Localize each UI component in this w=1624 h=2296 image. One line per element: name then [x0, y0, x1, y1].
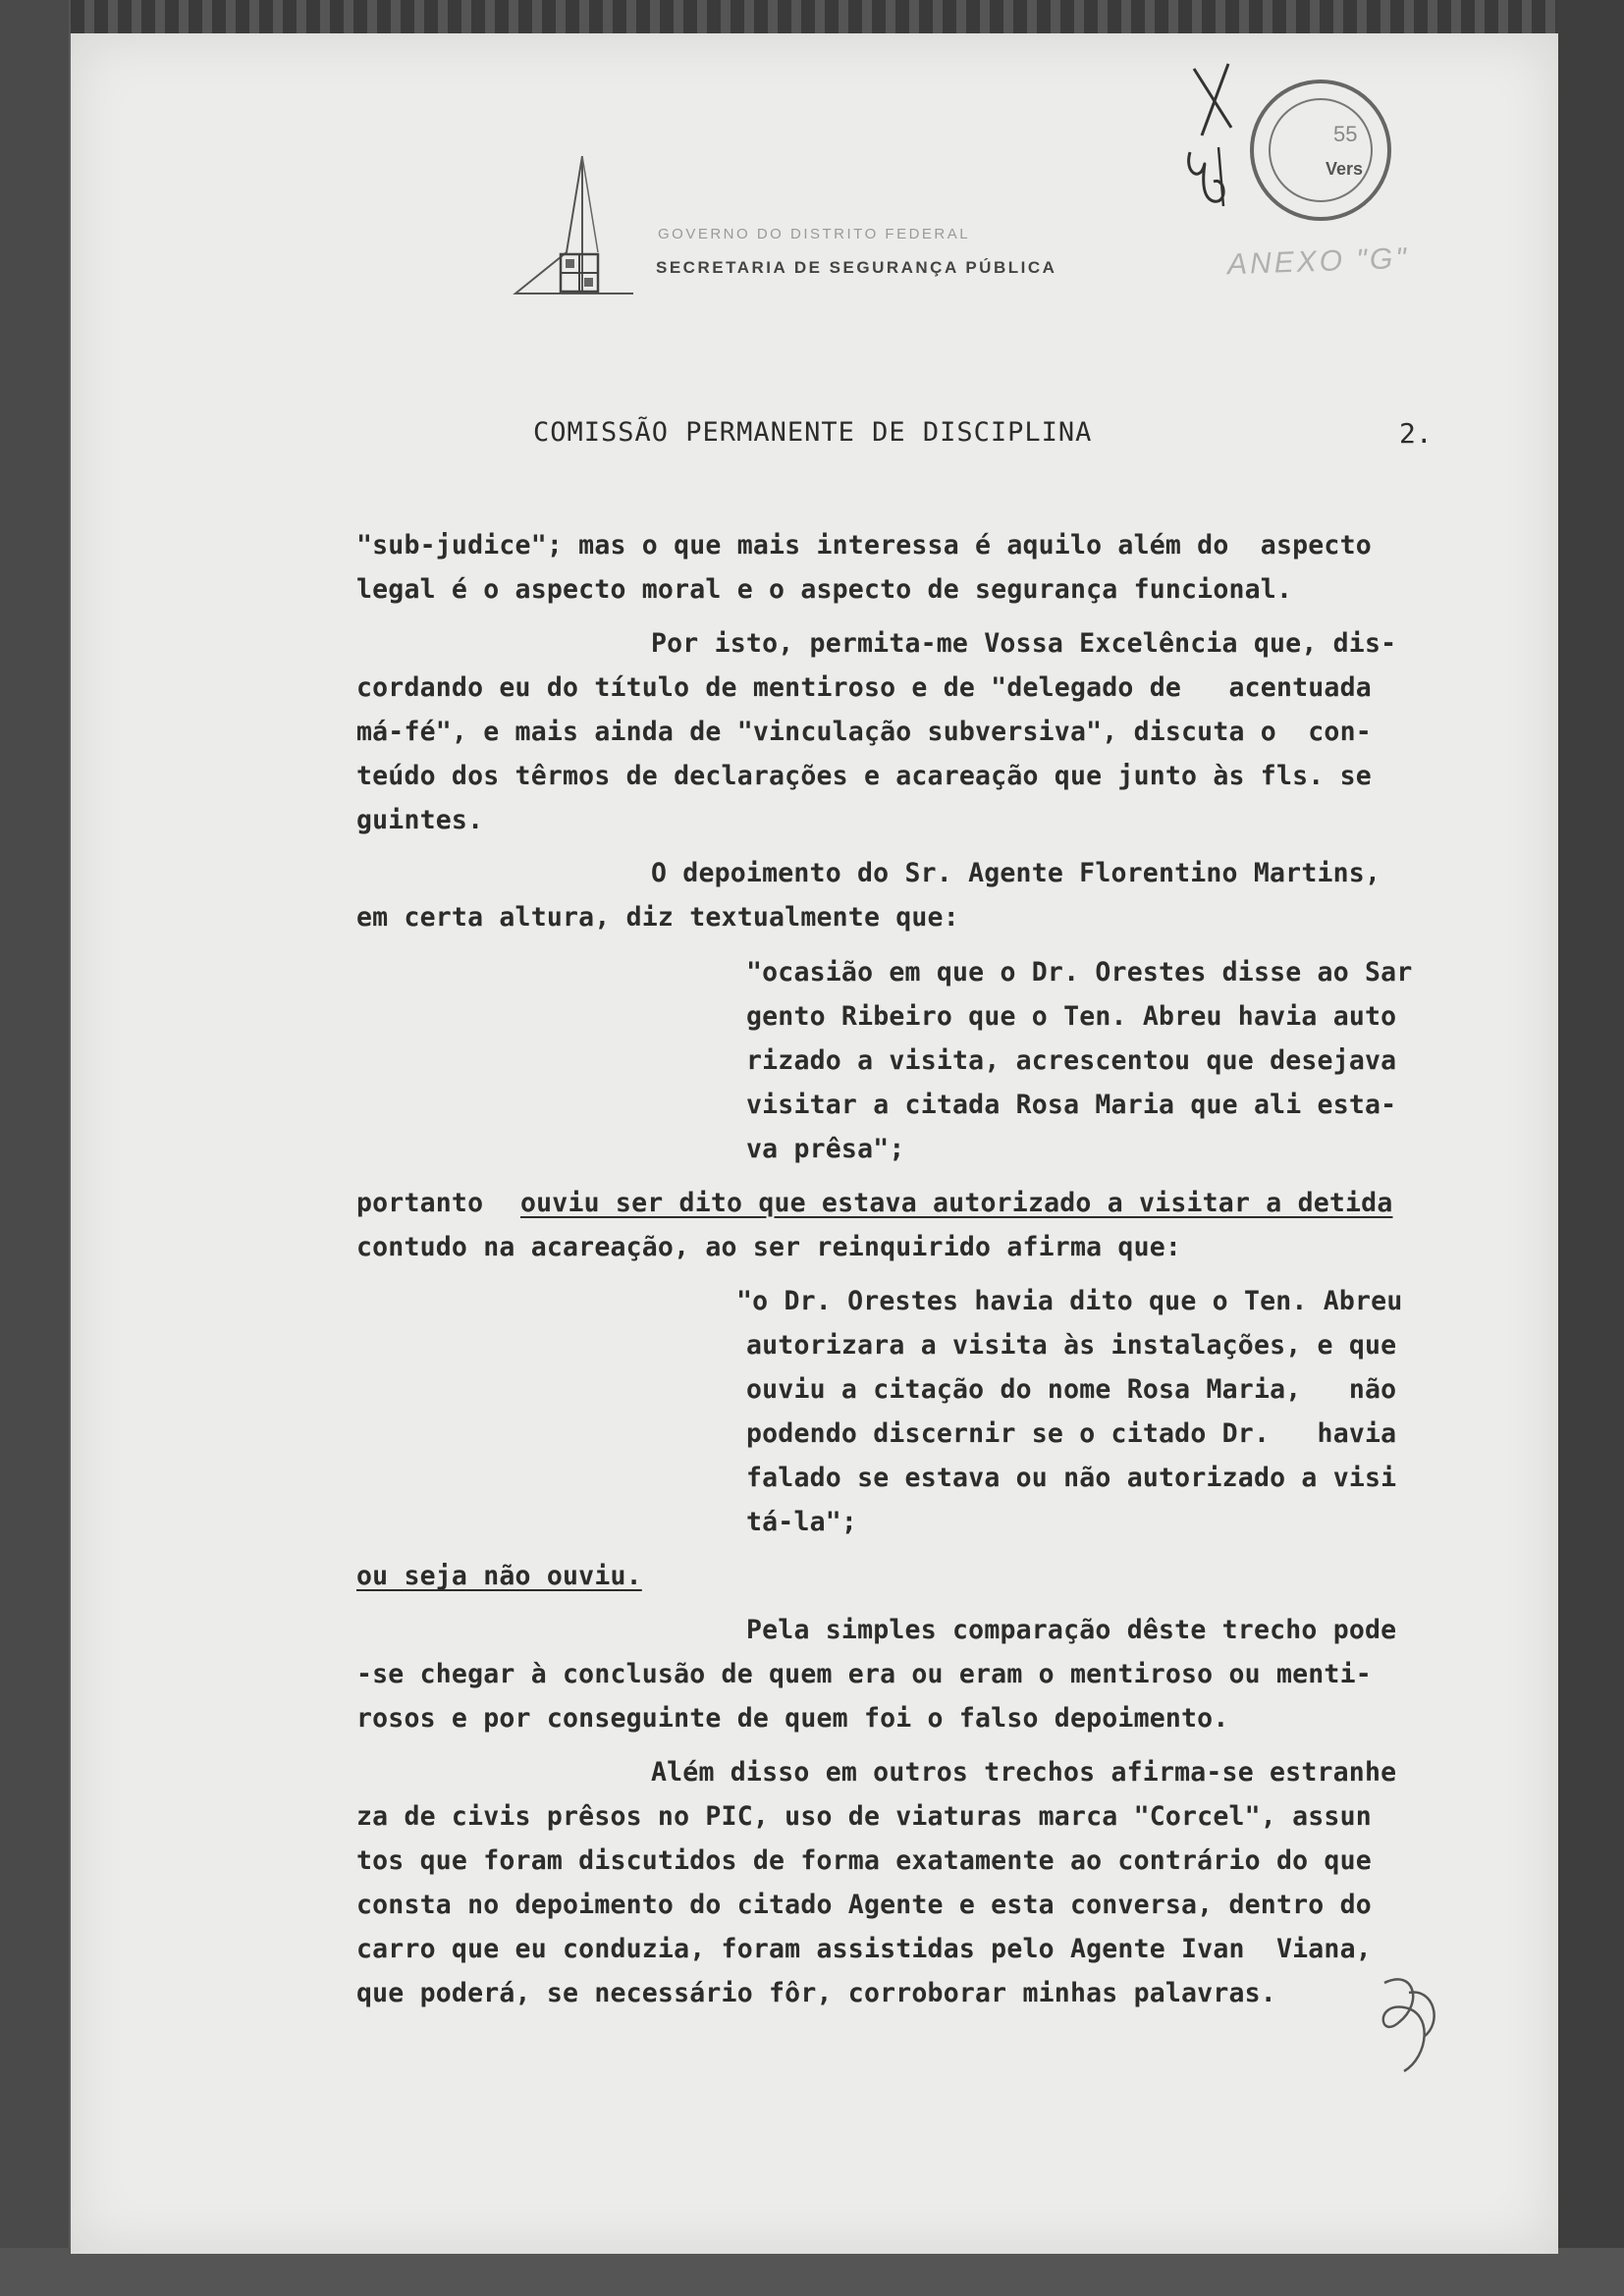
scan-border-top	[0, 0, 1624, 33]
body-line: Além disso em outros trechos afirma-se estranhe	[651, 1757, 1397, 1788]
quote-line: "ocasião em que o Dr. Orestes disse ao Sar	[746, 957, 1413, 988]
body-line: consta no depoimento do citado Agente e esta conversa, dentro do	[356, 1890, 1372, 1920]
svg-text:55: 55	[1333, 122, 1358, 146]
body-line: O depoimento do Sr. Agente Florentino Martins,	[651, 858, 1381, 888]
quote-line: gento Ribeiro que o Ten. Abreu havia auto	[746, 1001, 1397, 1032]
quote-line: va prêsa";	[746, 1134, 905, 1164]
body-line: teúdo dos têrmos de declarações e acareação que junto às fls. se	[356, 761, 1372, 791]
body-line: Pela simples comparação dêste trecho pode	[746, 1615, 1397, 1645]
round-stamp	[1237, 67, 1404, 234]
anexo-annotation: ANEXO "G"	[1226, 241, 1410, 282]
body-line: Por isto, permita-me Vossa Excelência que, dis-	[651, 628, 1397, 659]
underlined-phrase: ou seja não ouviu.	[356, 1561, 642, 1591]
scan-border-right	[1556, 0, 1624, 2296]
body-line: legal é o aspecto moral e o aspecto de segurança funcional.	[356, 574, 1293, 605]
body-line: em certa altura, diz textualmente que:	[356, 902, 959, 933]
body-line: rosos e por conseguinte de quem foi o falso depoimento.	[356, 1703, 1229, 1734]
body-line: carro que eu conduzia, foram assistidas pelo Agente Ivan Viana,	[356, 1934, 1372, 1964]
quote-line: tá-la";	[746, 1507, 858, 1537]
body-line: guintes.	[356, 805, 484, 835]
quote-line: podendo discernir se o citado Dr. havia	[746, 1418, 1397, 1449]
quote-line: "o Dr. Orestes havia dito que o Ten. Abreu	[736, 1286, 1403, 1316]
body-line: za de civis prêsos no PIC, uso de viaturas marca "Corcel", assun	[356, 1801, 1372, 1832]
svg-text:Vers: Vers	[1326, 159, 1364, 179]
handwritten-signature	[1355, 1963, 1463, 2081]
body-line: má-fé", e mais ainda de "vinculação subversiva", discuta o con-	[356, 717, 1372, 747]
underlined-phrase: ouviu ser dito que estava autorizado a visitar a detida	[520, 1188, 1393, 1218]
quote-line: rizado a visita, acrescentou que desejava	[746, 1045, 1397, 1076]
government-name: GOVERNO DO DISTRITO FEDERAL	[658, 226, 971, 242]
quote-line: autorizara a visita às instalações, e que	[746, 1330, 1397, 1361]
body-line: contudo na acareação, ao ser reinquirido afirma que:	[356, 1232, 1182, 1262]
quote-line: falado se estava ou não autorizado a visi	[746, 1463, 1397, 1493]
body-line: "sub-judice"; mas o que mais interessa é aquilo além do aspecto	[356, 530, 1372, 561]
government-emblem-icon	[512, 154, 637, 301]
body-line: portanto	[356, 1188, 500, 1218]
page-number: 2.	[1399, 417, 1433, 450]
body-line: tos que foram discutidos de forma exatamente ao contrário do que	[356, 1845, 1372, 1876]
secretariat-name: SECRETARIA DE SEGURANÇA PÚBLICA	[656, 258, 1057, 277]
body-line: -se chegar à conclusão de quem era ou eram o mentiroso ou menti-	[356, 1659, 1372, 1689]
body-line: que poderá, se necessário fôr, corroborar minhas palavras.	[356, 1978, 1276, 2008]
quote-line: ouviu a citação do nome Rosa Maria, não	[746, 1374, 1397, 1405]
body-line: cordando eu do título de mentiroso e de "delegado de acentuada	[356, 672, 1372, 703]
scan-border-left	[0, 0, 69, 2296]
scan-border-bottom	[0, 2248, 1624, 2296]
quote-line: visitar a citada Rosa Maria que ali esta-	[746, 1090, 1397, 1120]
page-title: COMISSÃO PERMANENTE DE DISCIPLINA	[533, 417, 1093, 448]
